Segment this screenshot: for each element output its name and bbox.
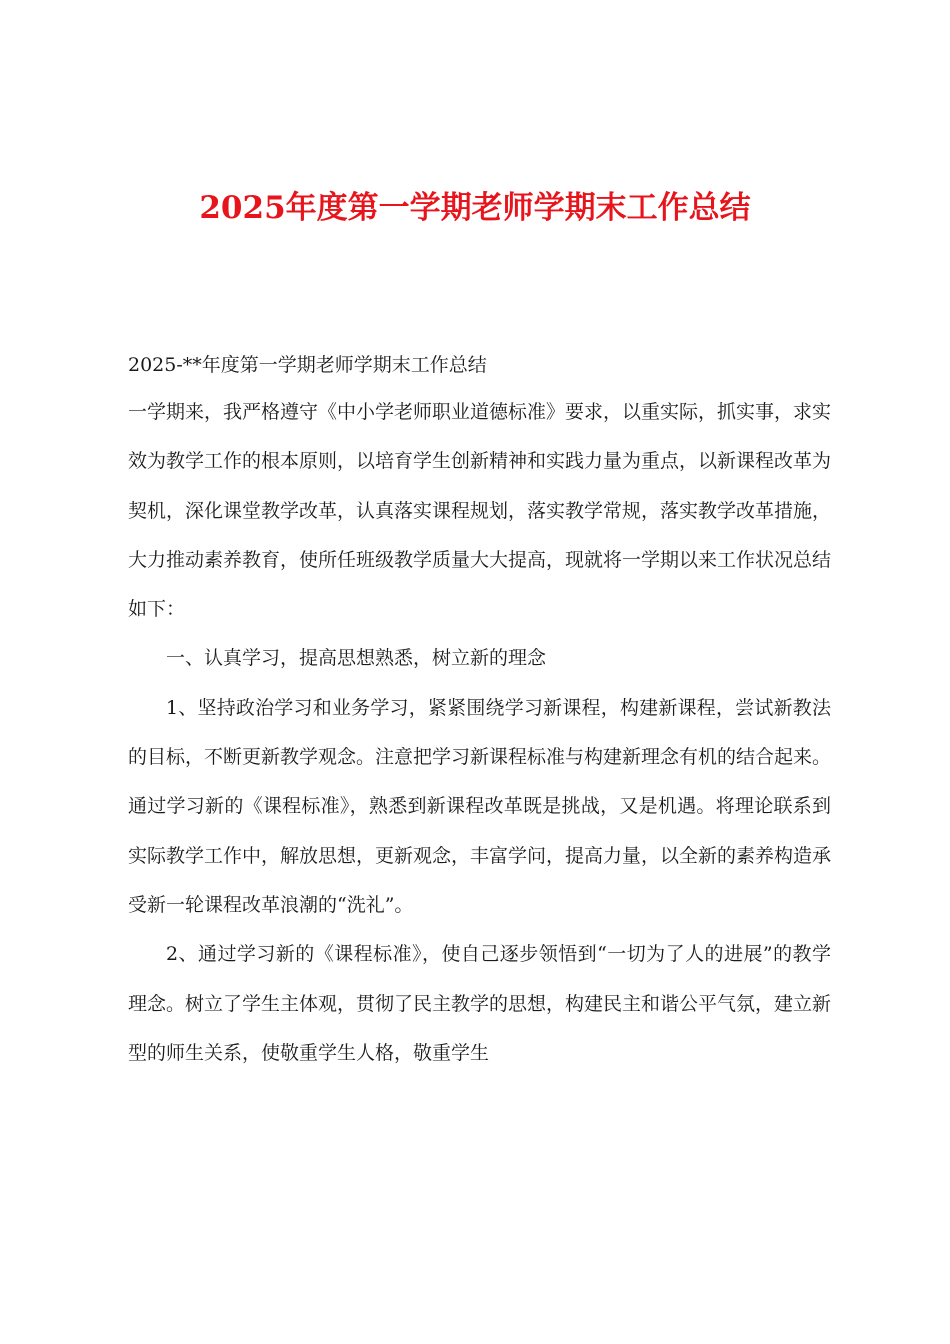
paragraph-item-1: 1、坚持政治学习和业务学习，紧紧围绕学习新课程，构建新课程，尝试新教法的目标，不断更新教学观念。注意把学习新课程标准与构建新理念有机的结合起来。通过学习新的《课程标准》，熟悉到新课程改革既是挑战，又是机遇。将理论联系到实际教学工作中，解放思想，更新观念，丰富学问，提高力量，以全新的素养构造承受新一轮课程改革浪潮的“洗礼”。: [128, 696, 832, 916]
paragraph-intro: 一学期来，我严格遵守《中小学老师职业道德标准》要求，以重实际，抓实事，求实效为教学工作的根本原则，以培育学生创新精神和实践力量为重点，以新课程改革为契机，深化课堂教学改革，认真落实课程规划，落实教学常规，落实教学改革措施，大力推动素养教育，使所任班级教学质量大大提高，现就将一学期以来工作状况总结如下：: [128, 401, 832, 621]
section-heading-1: 一、认真学习，提高思想熟悉，树立新的理念: [166, 647, 547, 670]
document-title: 2025年度第一学期老师学期末工作总结: [199, 190, 751, 226]
paragraph-item-2: 2、通过学习新的《课程标准》，使自己逐步领悟到“一切为了人的进展”的教学理念。树立了学生主体观，贯彻了民主教学的思想，构建民主和谐公平气氛，建立新型的师生关系，使敬重学生人格，敬重学生: [128, 943, 832, 1064]
document-body: [128, 343, 831, 1078]
document-subtitle: 2025-**年度第一学期老师学期末工作总结: [128, 354, 487, 376]
